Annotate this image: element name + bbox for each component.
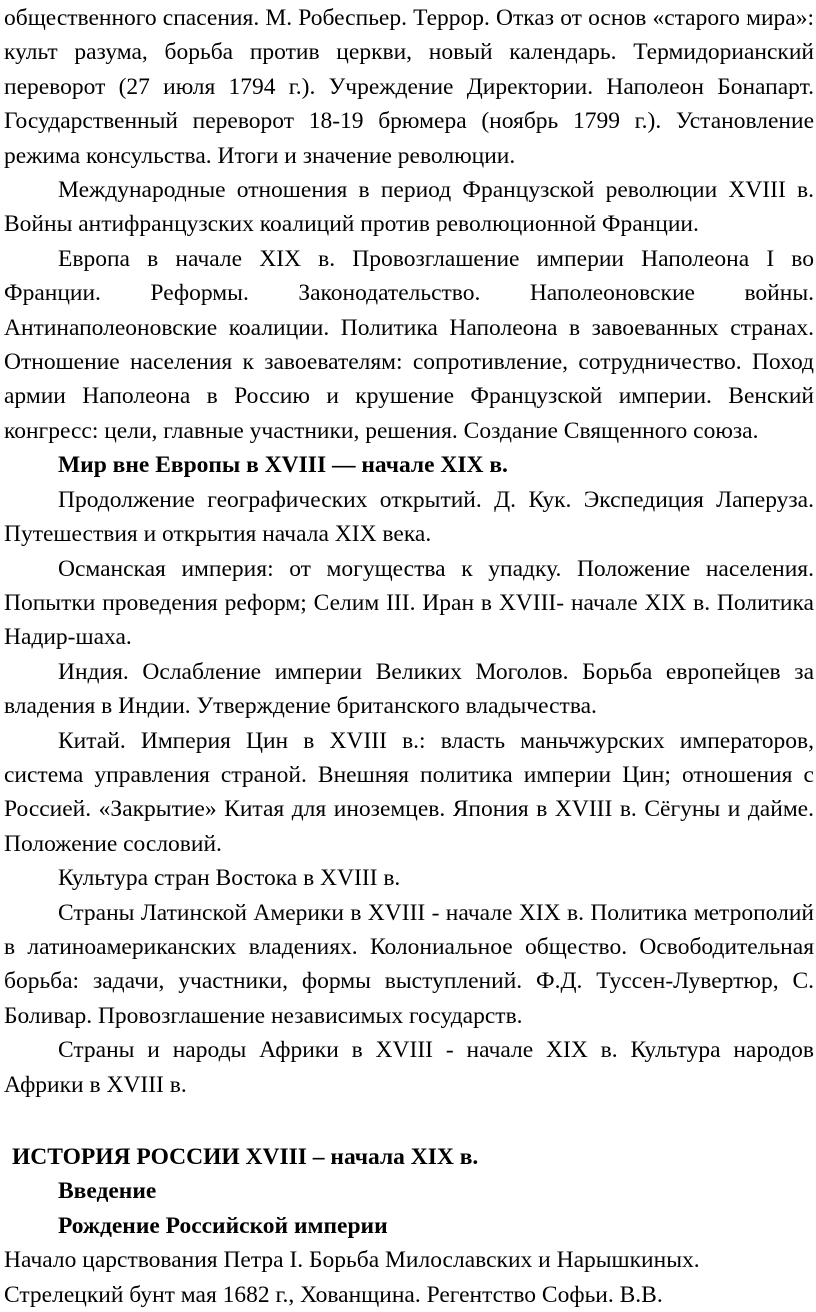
section-title-russia-history: ИСТОРИЯ РОССИИ XVIII – начала XIX в. (12, 1144, 479, 1170)
paragraph-peter-reign-line-1: Начало царствования Петра I. Борьба Милославских и Нарышкиных. (4, 1247, 700, 1274)
paragraph-india: Индия. Ослабление империи Великих Моголов. Борьба европейцев за владения в Индии. Утверждение британского владычества. (4, 658, 814, 720)
subheading-introduction: Введение (58, 1178, 157, 1205)
subheading-russian-empire-birth: Рождение Российской империи (58, 1212, 388, 1239)
paragraph-europe-early-19c: Европа в начале XIX в. Провозглашение империи Наполеона I во Франции. Реформы. Законодательство. Наполеоновские войны. Антинаполеоновские коалиции. Политика Наполеона в завоеванных странах. Отношение населения к завоевателям: сопротивление, сотрудничество. Поход армии Наполеона в Россию и крушение Французской империи. Венский конгресс: цели, главные участники, решения. Создание Священного союза. (4, 245, 814, 444)
paragraph-revolution-end: общественного спасения. М. Робеспьер. Террор. Отказ от основ «старого мира»: культ разума, борьба против церкви, новый календарь. Термидорианский переворот (27 июля 1794 г.). Учреждение Директории. Наполеон Бонапарт. Государственный переворот 18-19 брюмера (ноябрь 1799 г.). Установление режима консульства. Итоги и значение революции. (4, 5, 814, 169)
paragraph-china-japan: Китай. Империя Цин в XVIII в.: власть маньчжурских императоров, система управления страной. Внешняя политика империи Цин; отношения с Россией. «Закрытие» Китая для иноземцев. Япония в XVIII в. Сёгуны и дайме. Положение сословий. (4, 727, 814, 857)
paragraph-peter-reign-line-2: Стрелецкий бунт мая 1682 г., Хованщина. Регентство Софьи. В.В. (4, 1281, 663, 1308)
paragraph-ottoman-empire: Османская империя: от могущества к упадку. Положение населения. Попытки проведения реформ; Селим III. Иран в XVIII- начале XIX в. Политика Надир-шаха. (4, 555, 814, 651)
heading-world-outside-europe: Мир вне Европы в XVIII — начале XIX в. (58, 452, 508, 479)
paragraph-latin-america: Страны Латинской Америки в XVIII - начале XIX в. Политика метрополий в латиноамериканских владениях. Колониальное общество. Освободительная борьба: задачи, участники, формы выступлений. Ф.Д. Туссен-Лувертюр, С. Боливар. Провозглашение независимых государств. (4, 899, 814, 1029)
paragraph-eastern-culture: Культура стран Востока в XVIII в. (58, 865, 401, 892)
paragraph-geographic-discoveries: Продолжение географических открытий. Д. Кук. Экспедиция Лаперуза. Путешествия и открытия начала XIX века. (4, 486, 814, 548)
paragraph-international-relations: Международные отношения в период Французской революции XVIII в. Войны антифранцузских коалиций против революционной Франции. (4, 177, 814, 238)
document-body (4, 1, 814, 1312)
paragraph-africa: Страны и народы Африки в XVIII - начале XIX в. Культура народов Африки в XVIII в. (4, 1037, 814, 1098)
